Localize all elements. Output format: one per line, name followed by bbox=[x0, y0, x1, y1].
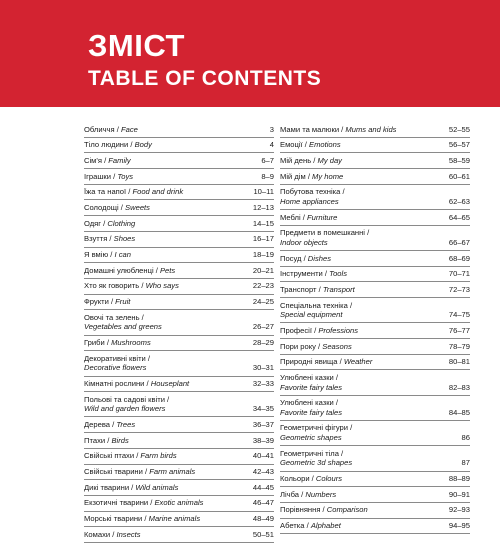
toc-entry-english-title: I can bbox=[114, 250, 131, 259]
toc-entry-page-number: 8–9 bbox=[261, 171, 274, 181]
toc-entry-english-title: Toys bbox=[117, 171, 134, 181]
toc-entry-page-number: 38–39 bbox=[252, 435, 274, 445]
toc-entry-page-number: 82–83 bbox=[448, 382, 470, 392]
toc-entry-page-number: 87 bbox=[461, 458, 470, 468]
toc-entry-ukrainian-title: Їжа та напої / bbox=[84, 187, 133, 197]
toc-entry-page-number: 44–45 bbox=[252, 482, 274, 492]
toc-entry-english-title: Dishes bbox=[307, 253, 332, 263]
toc-entry bbox=[84, 351, 274, 376]
toc-entry-english-title: Professions bbox=[318, 325, 358, 335]
toc-entry bbox=[84, 496, 274, 512]
toc-entry bbox=[84, 263, 274, 279]
toc-entry-ukrainian-title: Взуття / bbox=[84, 234, 114, 244]
toc-entry-ukrainian-title: Іграшки / bbox=[84, 171, 118, 181]
toc-entry-ukrainian-title: Птахи / bbox=[84, 435, 112, 445]
toc-entry-english-title: Tools bbox=[329, 269, 347, 279]
toc-entry-ukrainian-title: Морські тварини / bbox=[84, 514, 149, 524]
toc-entry-english-title: Shoes bbox=[113, 234, 136, 244]
toc-entry-ukrainian-title: Професії / bbox=[280, 325, 319, 335]
toc-entry-english-title: Clothing bbox=[107, 218, 136, 228]
toc-entry bbox=[280, 267, 470, 283]
toc-entry-ukrainian-title: Обличчя / bbox=[84, 124, 121, 134]
toc-entry-english-title: Mushrooms bbox=[111, 338, 151, 348]
toc-entry bbox=[280, 396, 470, 421]
toc-entry bbox=[280, 339, 470, 355]
toc-entry-page-number: 46–47 bbox=[252, 498, 274, 508]
toc-entry-english-title: Emotions bbox=[309, 140, 341, 150]
toc-column-left bbox=[84, 122, 274, 543]
toc-entry-english-title: Decorative flowers bbox=[84, 363, 147, 373]
toc-entry-ukrainian-title: Природні явища / bbox=[280, 357, 344, 367]
toc-entry bbox=[84, 153, 274, 169]
toc-entry-page-number: 64–65 bbox=[448, 212, 470, 222]
toc-entry-page-number: 40–41 bbox=[252, 451, 274, 461]
toc-entry-ukrainian-title: Декоративні квіти / bbox=[84, 353, 151, 363]
toc-entry-page-number: 86 bbox=[461, 433, 470, 443]
toc-entry bbox=[280, 122, 470, 138]
toc-entry bbox=[84, 433, 274, 449]
toc-entry-ukrainian-title: Посуд / bbox=[280, 253, 308, 263]
toc-entry-page-number: 34–35 bbox=[252, 404, 274, 414]
toc-entry-page-number: 48–49 bbox=[252, 514, 274, 524]
toc-entry bbox=[84, 169, 274, 185]
toc-entry-english-title: Wild and garden flowers bbox=[84, 404, 166, 414]
toc-entry-page-number: 12–13 bbox=[252, 202, 274, 212]
toc-entry-english-title: Trees bbox=[116, 419, 136, 429]
toc-entry bbox=[280, 421, 470, 446]
toc-entry-page-number: 94–95 bbox=[448, 521, 470, 531]
toc-entry-english-title: Special equipment bbox=[280, 310, 343, 320]
toc-entry-ukrainian-title: Екзотичні тварини / bbox=[84, 498, 155, 508]
toc-entry bbox=[280, 185, 470, 210]
toc-entry bbox=[280, 472, 470, 488]
toc-entry bbox=[84, 480, 274, 496]
toc-entry-ukrainian-title: Порівняння / bbox=[280, 505, 327, 515]
toc-entry-page-number: 42–43 bbox=[252, 467, 274, 477]
toc-entry-ukrainian-title: Предмети в помешканні / bbox=[280, 228, 370, 238]
toc-entry bbox=[84, 216, 274, 232]
toc-entry-ukrainian-title: Емоції / bbox=[280, 140, 309, 150]
toc-entry-page-number: 74–75 bbox=[448, 310, 470, 320]
toc-entry bbox=[280, 370, 470, 395]
toc-entry-english-title: Who says bbox=[145, 281, 179, 291]
toc-entry bbox=[280, 282, 470, 298]
toc-entry-ukrainian-title: Лічба / bbox=[280, 489, 306, 499]
toc-entry-english-title: Favorite fairy tales bbox=[280, 407, 343, 417]
toc-entry-english-title: Fruit bbox=[115, 297, 131, 307]
toc-entry-page-number: 90–91 bbox=[448, 489, 470, 499]
toc-entry-page-number: 22–23 bbox=[252, 281, 274, 291]
page-title: ЗМІСТ bbox=[88, 28, 185, 63]
toc-entry-english-title: My day bbox=[317, 155, 342, 165]
toc-entry bbox=[84, 122, 274, 138]
toc-entry bbox=[280, 138, 470, 154]
toc-entry bbox=[280, 226, 470, 251]
toc-entry-page-number: 28–29 bbox=[252, 338, 274, 348]
toc-entry-ukrainian-title: Кімнатні рослини / bbox=[84, 379, 151, 388]
toc-entry-ukrainian-title: Фрукти / bbox=[84, 297, 116, 307]
toc-entry bbox=[84, 295, 274, 311]
toc-entry-page-number: 6–7 bbox=[261, 155, 274, 165]
toc-entry-english-title: Colours bbox=[315, 474, 343, 484]
toc-entry-page-number: 3 bbox=[269, 124, 274, 134]
toc-entry-english-title: Face bbox=[120, 124, 138, 134]
toc-entry-page-number: 78–79 bbox=[448, 341, 470, 351]
toc-entry bbox=[84, 377, 274, 393]
toc-entry-english-title: Numbers bbox=[305, 489, 337, 499]
toc-entry-page-number: 36–37 bbox=[252, 419, 274, 429]
toc-entry-ukrainian-title: Солодощі / bbox=[84, 202, 126, 212]
toc-entry bbox=[84, 138, 274, 154]
toc-entry-english-title: Family bbox=[108, 155, 131, 165]
toc-entry-ukrainian-title: Спеціальна техніка / bbox=[280, 300, 353, 310]
toc-entry-english-title: Vegetables and greens bbox=[84, 322, 162, 332]
toc-entry-page-number: 72–73 bbox=[448, 284, 470, 294]
toc-entry bbox=[280, 251, 470, 267]
toc-entry-english-title: Farm birds bbox=[140, 451, 177, 461]
toc-entry-page-number: 14–15 bbox=[252, 218, 274, 228]
toc-entry-page-number: 4 bbox=[269, 140, 274, 150]
toc-entry-english-title: Alphabet bbox=[310, 521, 341, 531]
toc-entry bbox=[280, 519, 470, 535]
toc-entry bbox=[280, 503, 470, 519]
toc-entry-english-title: Exotic animals bbox=[154, 498, 204, 508]
toc-entry bbox=[280, 446, 470, 471]
toc-entry bbox=[280, 355, 470, 371]
toc-entry-english-title: Favorite fairy tales bbox=[280, 382, 343, 392]
toc-entry-ukrainian-title: Улюблені казки / bbox=[280, 372, 338, 382]
toc-entry bbox=[84, 185, 274, 201]
toc-entry-english-title: Home appliances bbox=[280, 196, 339, 206]
toc-entry-ukrainian-title: Меблі / bbox=[280, 212, 308, 222]
toc-entry-english-title: Wild animals bbox=[135, 482, 179, 492]
toc-entry-english-title: Weather bbox=[343, 357, 373, 367]
toc-entry-ukrainian-title: Мій день / bbox=[280, 155, 318, 165]
toc-entry bbox=[84, 465, 274, 481]
toc-entry-page-number: 56–57 bbox=[448, 140, 470, 150]
toc-entry-page-number: 16–17 bbox=[252, 234, 274, 244]
toc-entry-ukrainian-title: Комахи / bbox=[84, 529, 117, 539]
toc-entry bbox=[84, 310, 274, 335]
toc-entry-ukrainian-title: Овочі та зелень / bbox=[84, 312, 144, 322]
toc-entry bbox=[84, 527, 274, 543]
toc-entry-ukrainian-title: Тіло людини / bbox=[84, 140, 135, 150]
toc-entry bbox=[84, 336, 274, 352]
toc-entry-english-title: Insects bbox=[116, 529, 141, 539]
toc-entry-english-title: Mums and kids bbox=[345, 124, 397, 134]
toc-entry-english-title: Transport bbox=[322, 284, 355, 294]
toc-entry bbox=[280, 153, 470, 169]
toc-entry-english-title: Pets bbox=[159, 265, 176, 275]
toc-entry bbox=[280, 210, 470, 226]
toc-entry-page-number: 26–27 bbox=[252, 322, 274, 332]
toc-entry-ukrainian-title: Одяг / bbox=[84, 218, 108, 228]
toc-entry-page-number: 84–85 bbox=[448, 407, 470, 417]
toc-entry-page-number: 24–25 bbox=[252, 297, 274, 307]
toc-entry-english-title: Furniture bbox=[307, 212, 338, 222]
toc-entry-english-title: Farm animals bbox=[149, 467, 196, 477]
toc-entry-ukrainian-title: Польові та садові квіти / bbox=[84, 394, 170, 404]
toc-entry-ukrainian-title: Хто як говорить / bbox=[84, 281, 146, 291]
toc-entry-page-number: 92–93 bbox=[448, 505, 470, 515]
toc-entry bbox=[84, 279, 274, 295]
toc-entry-ukrainian-title: Свійські тварини / bbox=[84, 467, 150, 477]
toc-entry-page-number: 18–19 bbox=[252, 250, 274, 259]
header-banner bbox=[0, 0, 500, 107]
toc-entry-page-number: 70–71 bbox=[448, 269, 470, 279]
toc-entry bbox=[84, 200, 274, 216]
toc-entry-page-number: 62–63 bbox=[448, 196, 470, 206]
toc-entry-english-title: My home bbox=[312, 171, 344, 181]
toc-entry-ukrainian-title: Домашні улюбленці / bbox=[84, 265, 160, 275]
toc-entry-page-number: 58–59 bbox=[448, 155, 470, 165]
toc-entry-ukrainian-title: Побутова техніка / bbox=[280, 187, 345, 197]
toc-entry-page-number: 60–61 bbox=[448, 171, 470, 181]
toc-entry-page-number: 52–55 bbox=[448, 124, 470, 134]
toc-entry-page-number: 10–11 bbox=[253, 187, 274, 197]
toc-entry-ukrainian-title: Пори року / bbox=[280, 341, 323, 351]
toc-entry-ukrainian-title: Транспорт / bbox=[280, 284, 323, 294]
toc-entry bbox=[84, 449, 274, 465]
toc-entry-ukrainian-title: Дикі тварини / bbox=[84, 482, 136, 492]
toc-entry-page-number: 76–77 bbox=[448, 325, 470, 335]
toc-entry-ukrainian-title: Я вмію / bbox=[84, 250, 115, 259]
toc-entry-ukrainian-title: Інструменти / bbox=[280, 269, 330, 279]
toc-entry-page-number: 88–89 bbox=[448, 474, 470, 484]
toc-entry-english-title: Food and drink bbox=[132, 187, 184, 197]
toc-entry-english-title: Sweets bbox=[125, 202, 150, 212]
toc-entry-page-number: 68–69 bbox=[448, 253, 470, 263]
toc-entry bbox=[84, 232, 274, 248]
toc-entry-ukrainian-title: Геометричні тіла / bbox=[280, 448, 344, 458]
toc-entry bbox=[280, 169, 470, 185]
toc-entry-page-number: 80–81 bbox=[448, 357, 470, 367]
toc-entry-english-title: Indoor objects bbox=[280, 237, 328, 247]
toc-entry-ukrainian-title: Мами та малюки / bbox=[280, 124, 346, 134]
toc-entry bbox=[280, 323, 470, 339]
toc-entry-english-title: Geometric 3d shapes bbox=[280, 458, 353, 468]
toc-entry-ukrainian-title: Дерева / bbox=[84, 419, 117, 429]
toc-entry-page-number: 66–67 bbox=[448, 237, 470, 247]
toc-entry bbox=[84, 417, 274, 433]
toc-entry bbox=[280, 487, 470, 503]
toc-entry-page-number: 50–51 bbox=[252, 529, 274, 539]
toc-entry-ukrainian-title: Улюблені казки / bbox=[280, 398, 338, 408]
toc-entry-ukrainian-title: Сім'я / bbox=[84, 155, 109, 165]
toc-entry-ukrainian-title: Кольори / bbox=[280, 474, 316, 484]
toc-entry-page-number: 20–21 bbox=[252, 265, 274, 275]
toc-entry-page-number: 32–33 bbox=[252, 379, 274, 388]
toc-entry-english-title: Seasons bbox=[322, 341, 352, 351]
toc-entry-ukrainian-title: Гриби / bbox=[84, 338, 112, 348]
toc-entry-ukrainian-title: Геометричні фігури / bbox=[280, 423, 353, 433]
toc-entry-english-title: Comparison bbox=[326, 505, 368, 515]
toc-entry bbox=[84, 248, 274, 264]
toc-entry-ukrainian-title: Абетка / bbox=[280, 521, 311, 531]
toc-entry-english-title: Houseplant bbox=[150, 379, 190, 388]
toc-entry-english-title: Body bbox=[134, 140, 152, 150]
toc-entry-english-title: Geometric shapes bbox=[280, 433, 342, 443]
toc-entry-english-title: Birds bbox=[111, 435, 129, 445]
toc-entry bbox=[84, 392, 274, 417]
toc-entry-page-number: 30–31 bbox=[252, 363, 274, 373]
toc-entry-ukrainian-title: Мій дім / bbox=[280, 171, 313, 181]
page-subtitle: TABLE OF CONTENTS bbox=[88, 67, 322, 90]
toc-entry bbox=[280, 298, 470, 323]
toc-entry bbox=[84, 512, 274, 528]
toc-column-right bbox=[280, 122, 470, 534]
toc-entry-english-title: Marine animals bbox=[148, 514, 201, 524]
toc-entry-ukrainian-title: Свійські птахи / bbox=[84, 451, 141, 461]
